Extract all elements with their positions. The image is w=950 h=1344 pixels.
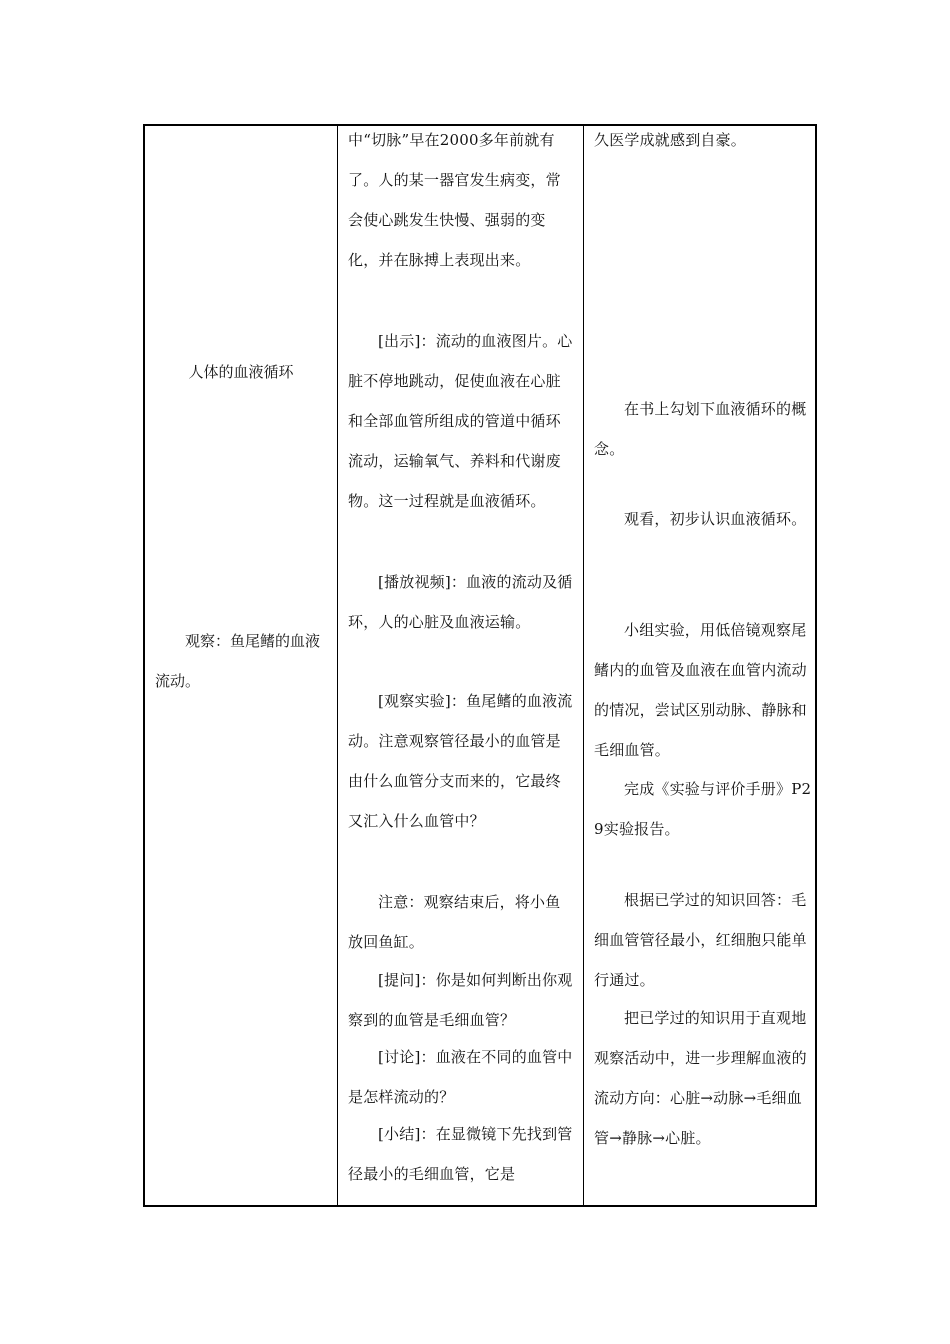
caution-paragraph: 注意：观察结束后，将小鱼放回鱼缸。 bbox=[348, 893, 561, 951]
observation-experiment-paragraph: [观察实验]：鱼尾鳍的血液流动。注意观察管径最小的血管是由什么血管分支而来的，它最终又汇入什么血管中？ bbox=[348, 692, 573, 830]
watch-paragraph: 观看，初步认识血液循环。 bbox=[624, 510, 807, 528]
lesson-table bbox=[143, 124, 817, 1207]
question-paragraph: [提问]：你是如何判断出你观察到的血管是毛细血管？ bbox=[348, 971, 573, 1029]
report-paragraph: 完成《实验与评价手册》P29实验报告。 bbox=[594, 780, 812, 838]
mark-concept-paragraph: 在书上勾划下血液循环的概念。 bbox=[594, 400, 807, 458]
apply-knowledge-paragraph: 把已学过的知识用于直观地观察活动中，进一步理解血液的流动方向：心脏→动脉→毛细血管→静脉→心脏。 bbox=[594, 1009, 807, 1147]
summary-paragraph: [小结]：在显微镜下先找到管径最小的毛细血管，它是 bbox=[348, 1125, 573, 1183]
topic-blood-circulation: 人体的血液循环 bbox=[188, 363, 294, 381]
show-picture-paragraph: [出示]：流动的血液图片。心脏不停地跳动，促使血液在心脏和全部血管所组成的管道中循环流动，运输氧气、养料和代谢废物。这一过程就是血液循环。 bbox=[348, 332, 573, 510]
answer-paragraph: 根据已学过的知识回答：毛细血管管径最小，红细胞只能单行通过。 bbox=[594, 891, 807, 989]
play-video-paragraph: [播放视频]：血液的流动及循环，人的心脏及血液运输。 bbox=[348, 573, 573, 631]
group-experiment-paragraph: 小组实验，用低倍镜观察尾鳍内的血管及血液在血管内流动的情况，尝试区别动脉、静脉和毛细血管。 bbox=[594, 621, 807, 759]
topic-fish-tail-observation: 观察：鱼尾鳍的血液流动。 bbox=[155, 632, 321, 690]
topic-column bbox=[145, 126, 337, 1205]
discussion-paragraph: [讨论]：血液在不同的血管中是怎样流动的？ bbox=[348, 1048, 573, 1106]
pride-paragraph: 久医学成就感到自豪。 bbox=[594, 131, 747, 149]
student-activity-column bbox=[584, 126, 817, 1205]
pulse-history-paragraph: 中“切脉”早在2000多年前就有了。人的某一器官发生病变，常会使心跳发生快慢、强弱的变化，并在脉搏上表现出来。 bbox=[348, 131, 561, 269]
teacher-activity-column bbox=[338, 126, 583, 1205]
